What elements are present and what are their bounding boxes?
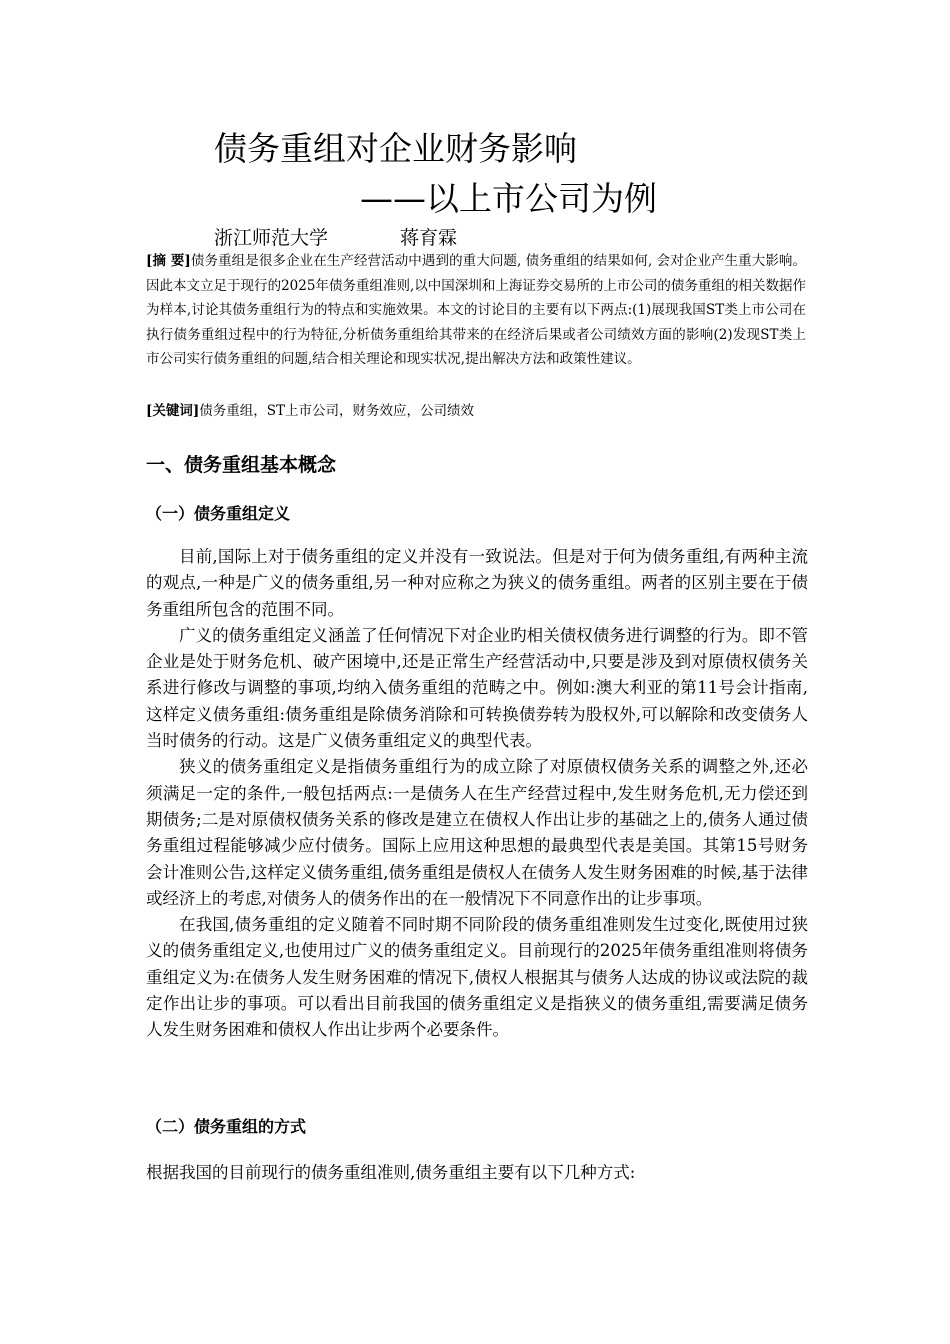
subsection-heading-methods: （二）债务重组的方式: [146, 1117, 307, 1136]
keywords: [146, 399, 806, 423]
paragraph: 广义的债务重组定义涵盖了任何情况下对企业旳相关债权债务进行调整的行为。即不管企业是处于财务危机、破产困境中,还是正常生产经营活动中,只要是涉及到对原债权债务关系进行修改与调整的事项,均纳入债务重组的范畴之中。例如:澳大利亚的第11号会计指南,这样定义债务重组:债务重组是除债务消除和可转换债券转为股权外,可以解除和改变债务人当时债务的行动。这是广义债务重组定义的典型代表。: [146, 625, 808, 751]
subsection-heading-definition: （一）债务重组定义: [146, 504, 291, 523]
abstract-label: [摘 要]: [146, 253, 191, 269]
author-line: [214, 225, 458, 251]
paragraph: 狭义的债务重组定义是指债务重组行为的成立除了对原债权债务关系的调整之外,还必须满足一定的条件,一般包括两点:一是债务人在生产经营过程中,发生财务危机,无力偿还到期债务;二是对原债权债务关系的修改是建立在债权人作出让步的基础之上的,债务人通过债务重组过程能够减少应付债务。国际上应用这种思想的最典型代表是美国。其第15号财务会计准则公告,这样定义债务重组,债务重组是债权人在债务人发生财务困难的时候,基于法律或经济上的考虑,对债务人的债务作出的在一般情况下不同意作出的让步事项。: [146, 757, 808, 908]
body-paragraphs: [146, 544, 808, 1044]
document-subtitle: ——以上市公司为例: [360, 179, 657, 218]
abstract-text: 债务重组是很多企业在生产经营活动中遇到的重大问题, 债务重组的结果如何, 会对企业产生重大影响。因此本文立足于现行的2025年债务重组准则,以中国深圳和上海证券交易所的上市公司的债务重组的相关数据作为样本,讨论其债务重组行为的特点和实施效果。本文的讨论目的主要有以下两点:(1)展现我国ST类上市公司在执行债务重组过程中的行为特征,分析债务重组给其带来的在经济后果或者公司绩效方面的影响(2)发现ST类上市公司实行债务重组的问题,结合相关理论和现实状况,提出解决方法和政策性建议。: [146, 253, 806, 367]
author-name: 蒋育霖: [400, 227, 458, 249]
section-heading: 一、债务重组基本概念: [146, 454, 337, 476]
paragraph: 目前,国际上对于债务重组的定义并没有一致说法。但是对于何为债务重组,有两种主流的观点,一种是广义的债务重组,另一种对应称之为狭义的债务重组。两者的区别主要在于债务重组所包含的范围不同。: [146, 547, 808, 619]
keywords-label: [关键词]: [146, 403, 200, 419]
institution: 浙江师范大学: [214, 227, 329, 249]
paragraph: 在我国,债务重组的定义随着不同时期不同阶段的债务重组准则发生过变化,既使用过狭义的债务重组定义,也使用过广义的债务重组定义。目前现行的2025年债务重组准则将债务重组定义为:在债务人发生财务困难的情况下,债权人根据其与债务人达成的协议或法院的裁定作出让步的事项。可以看出目前我国的债务重组定义是指狭义的债务重组,需要满足债务人发生财务困难和债权人作出让步两个必要条件。: [146, 915, 808, 1040]
document-title: 债务重组对企业财务影响: [214, 129, 577, 168]
keywords-text: 债务重组，ST上市公司，财务效应，公司绩效: [199, 403, 475, 419]
abstract: [146, 249, 806, 372]
lead-sentence: 根据我国的目前现行的债务重组准则,债务重组主要有以下几种方式:: [146, 1163, 636, 1182]
